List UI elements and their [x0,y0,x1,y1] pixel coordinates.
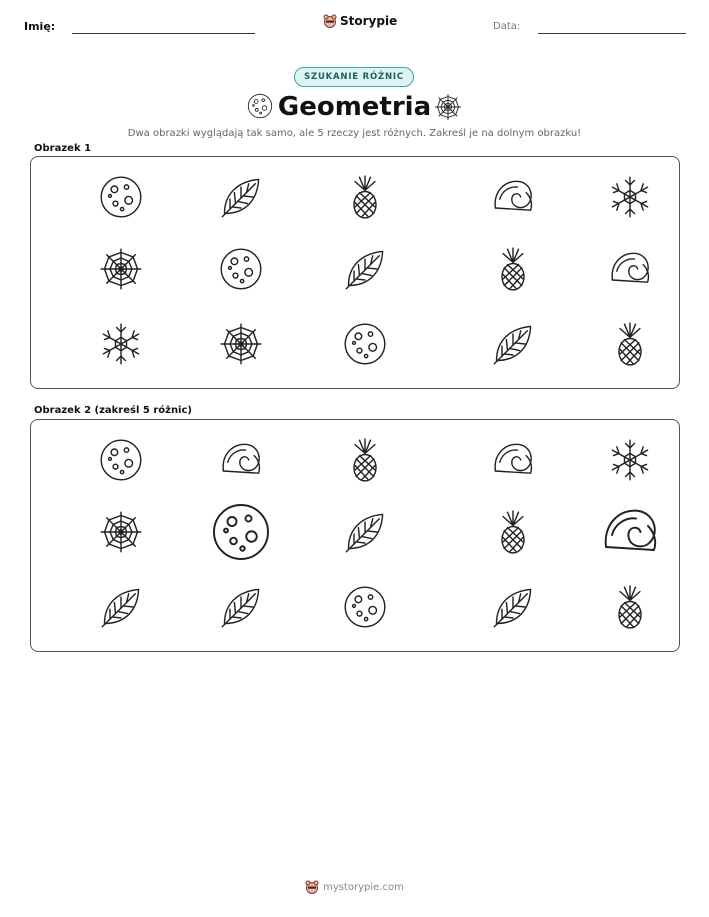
picture-2-pineapple-icon[interactable] [491,510,535,554]
picture-2-web-icon[interactable] [99,510,143,554]
picture-2-shell-icon[interactable] [219,438,263,482]
picture-2-shell-icon[interactable] [600,502,660,562]
picture-2-pineapple-icon[interactable] [343,438,387,482]
picture-1-leaf-icon [219,175,263,219]
date-label: Data: [493,21,521,32]
picture-1-moon-icon [343,322,387,366]
picture-2-snowflake-icon[interactable] [608,438,652,482]
spider-web-icon [434,93,462,121]
picture-2-shell-icon[interactable] [491,438,535,482]
picture-1-pineapple-icon [608,322,652,366]
picture-1-pineapple-icon [491,247,535,291]
picture-2-leaf-icon[interactable] [343,510,387,554]
picture-1-leaf-icon [491,322,535,366]
picture-1-pineapple-icon [343,175,387,219]
picture-1-snowflake-icon [608,175,652,219]
picture-2-label: Obrazek 2 (zakreśl 5 różnic) [34,405,192,416]
picture-1-web-icon [219,322,263,366]
instructions: Dwa obrazki wyglądają tak samo, ale 5 rzeczy jest różnych. Zakreśl je na dolnym obrazku! [127,128,582,139]
picture-1-moon-icon [219,247,263,291]
moon-icon [247,93,273,119]
title-row [0,90,709,126]
picture-2-leaf-icon[interactable] [99,585,143,629]
brand-name: Storypie [340,14,398,28]
picture-1-moon-icon [99,175,143,219]
storypie-logo [323,14,397,28]
picture-2-pineapple-icon[interactable] [608,585,652,629]
name-label: Imię: [24,20,56,33]
name-field[interactable] [72,33,255,34]
picture-2-moon-icon[interactable] [343,585,387,629]
picture-2-moon-icon[interactable] [99,438,143,482]
picture-1-snowflake-icon [99,322,143,366]
picture-1-panel [30,156,680,389]
footer-url: mystorypie.com [323,881,404,893]
activity-badge: SZUKANIE RÓŻNIC [294,67,414,87]
picture-2-leaf-icon[interactable] [491,585,535,629]
worksheet-header [0,0,709,50]
picture-1-web-icon [99,247,143,291]
storypie-mascot-icon [305,880,319,894]
storypie-mascot-icon [323,14,337,28]
picture-1-leaf-icon [343,247,387,291]
picture-1-shell-icon [608,247,652,291]
date-field[interactable] [538,33,686,34]
picture-1-shell-icon [491,175,535,219]
footer [0,880,709,894]
picture-2-moon-icon[interactable] [211,502,271,562]
picture-2-leaf-icon[interactable] [219,585,263,629]
page-title: Geometria [277,92,432,122]
picture-2-panel[interactable] [30,419,680,652]
picture-1-label: Obrazek 1 [34,143,92,154]
